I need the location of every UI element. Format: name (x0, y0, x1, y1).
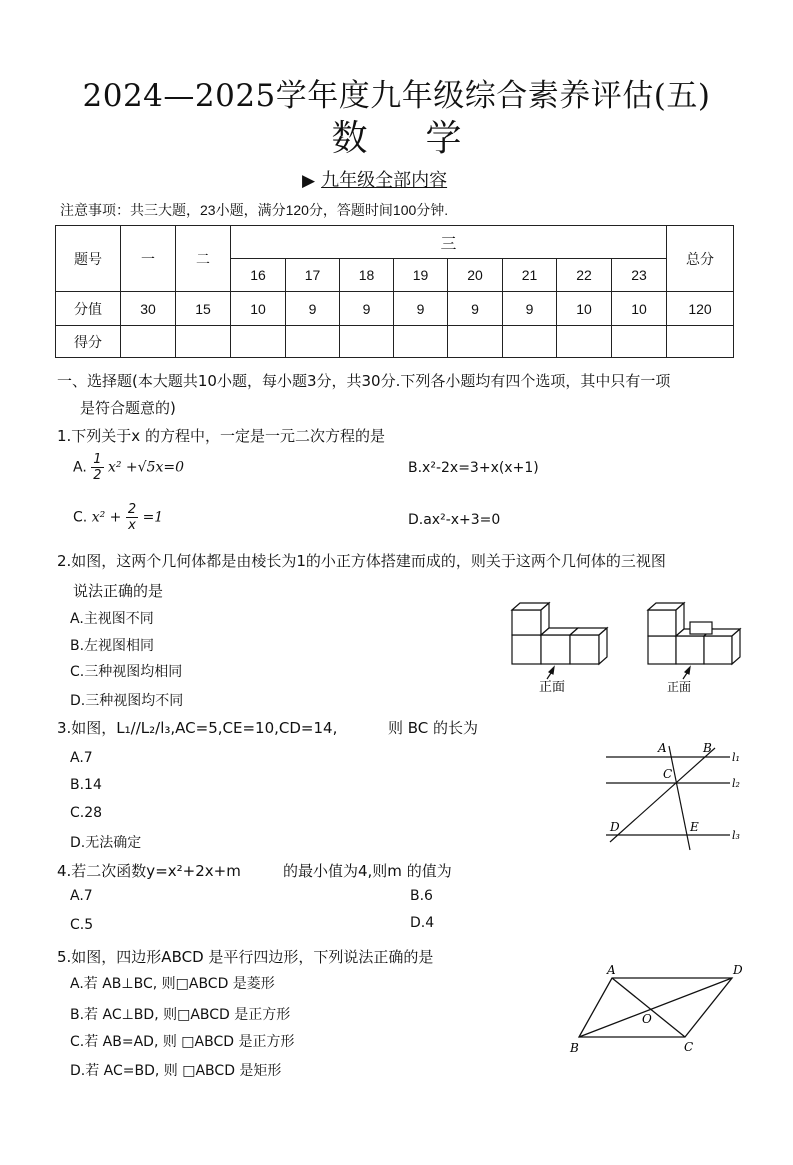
value-cell: 9 (503, 292, 557, 326)
score-cell[interactable] (176, 326, 231, 358)
q2-fig-label-right: 正面 (667, 680, 692, 694)
fig-label-B: B (703, 741, 712, 755)
fig-label-D: D (610, 820, 620, 834)
header-cell-three: 三 (231, 226, 667, 259)
score-cell[interactable] (340, 326, 394, 358)
q2-fig-label-left: 正面 (539, 680, 566, 695)
score-cell[interactable] (121, 326, 176, 358)
fig-label-l3: l₃ (732, 829, 740, 842)
sub-col: 20 (448, 259, 503, 292)
value-cell: 9 (286, 292, 340, 326)
q4-option-a[interactable]: A.7 (70, 888, 93, 904)
section-heading: 一、选择题(本大题共10小题，每小题3分，共30分.下列各小题均有四个选项，其中只有一项 (57, 372, 671, 390)
q3-option-d[interactable]: D.无法确定 (70, 835, 142, 851)
fig-label-A: A (658, 741, 667, 755)
q4-option-b[interactable]: B.6 (410, 888, 433, 904)
q1-c-pre: x² + (91, 509, 122, 526)
fig-label-l1: l₁ (732, 751, 740, 764)
q5-option-a[interactable]: A.若 AB⊥BC, 则□ABCD 是菱形 (70, 976, 275, 992)
q1-option-b[interactable]: B.x²-2x=3+x(x+1) (408, 460, 539, 476)
frac-den: x (128, 518, 136, 533)
score-cell[interactable] (286, 326, 340, 358)
header-cell-two: 二 (176, 226, 231, 292)
notice-text: 注意事项：共三大题，23小题，满分120分，答题时间100分钟. (60, 202, 449, 218)
q5-option-c[interactable]: C.若 AB=AD, 则 □ABCD 是正方形 (70, 1034, 295, 1050)
q1-a-fraction (91, 452, 103, 483)
q1-c-fraction (126, 502, 138, 533)
q1-option-c[interactable] (73, 502, 163, 533)
q3-stem: 3.如图，L₁//L₂/l₃,AC=5,CE=10,CD=14, (57, 719, 338, 737)
value-cell: 10 (612, 292, 667, 326)
scope-text: 九年级全部内容 (321, 170, 448, 191)
value-cell: 10 (231, 292, 286, 326)
exam-title: 2024—2025学年度九年级综合素养评估(五) (82, 78, 711, 114)
fig-label-l2: l₂ (732, 777, 740, 790)
score-table (55, 225, 734, 358)
scope-line (302, 166, 447, 192)
section-heading-cont: 是符合题意的) (80, 399, 176, 417)
score-cell[interactable] (667, 326, 734, 358)
q2-stem: 2.如图，这两个几何体都是由棱长为1的小正方体搭建而成的，则关于这两个几何体的三视图 (57, 552, 666, 570)
q3-option-c[interactable]: C.28 (70, 805, 103, 821)
q4-stem-tail: 的最小值为4,则m 的值为 (283, 862, 452, 880)
value-cell: 9 (340, 292, 394, 326)
q3-option-a[interactable]: A.7 (70, 750, 93, 766)
value-cell: 9 (448, 292, 503, 326)
sub-col: 22 (557, 259, 612, 292)
q1-option-d[interactable]: D.ax²-x+3=0 (408, 512, 501, 528)
fig-label-C: C (684, 1040, 694, 1054)
q5-option-b[interactable]: B.若 AC⊥BD, 则□ABCD 是正方形 (70, 1007, 291, 1023)
row-label-score: 得分 (56, 326, 121, 358)
frac-den: 2 (93, 468, 102, 483)
score-cell[interactable] (448, 326, 503, 358)
q5-stem: 5.如图，四边形ABCD 是平行四边形，下列说法正确的是 (57, 948, 434, 966)
q1-c-label: C. (73, 509, 88, 526)
q5-figure (565, 960, 750, 1057)
q2-figure (505, 600, 745, 695)
score-cell[interactable] (231, 326, 286, 358)
q4-stem: 4.若二次函数y=x²+2x+m (57, 862, 241, 880)
sub-col: 18 (340, 259, 394, 292)
row-label-value: 分值 (56, 292, 121, 326)
q5-option-d[interactable]: D.若 AC=BD, 则 □ABCD 是矩形 (70, 1063, 282, 1079)
score-cell[interactable] (557, 326, 612, 358)
frac-num: 1 (93, 452, 102, 467)
q2-option-b[interactable]: B.左视图相同 (70, 638, 155, 654)
value-cell: 120 (667, 292, 734, 326)
score-cell[interactable] (612, 326, 667, 358)
q1-option-a[interactable] (73, 452, 184, 483)
q3-option-b[interactable]: B.14 (70, 777, 102, 793)
q2-option-a[interactable]: A.主视图不同 (70, 611, 154, 627)
value-cell: 9 (394, 292, 448, 326)
q1-stem: 1.下列关于x 的方程中，一定是一元二次方程的是 (57, 427, 385, 445)
fig-label-O: O (642, 1012, 652, 1026)
score-cell[interactable] (503, 326, 557, 358)
sub-col: 17 (286, 259, 340, 292)
value-cell: 15 (176, 292, 231, 326)
fig-label-B: B (570, 1041, 579, 1055)
q1-a-label: A. (73, 459, 87, 476)
sub-col: 16 (231, 259, 286, 292)
sub-col: 19 (394, 259, 448, 292)
sub-col: 21 (503, 259, 557, 292)
header-cell-total: 总分 (667, 226, 734, 292)
q2-stem-cont: 说法正确的是 (73, 582, 164, 600)
triangle-icon: ▶ (302, 171, 316, 191)
q1-c-expr: =1 (142, 509, 164, 526)
q2-option-c[interactable]: C.三种视图均相同 (70, 664, 183, 680)
q3-figure (600, 738, 750, 858)
fig-label-D: D (733, 963, 743, 977)
score-cell[interactable] (394, 326, 448, 358)
header-cell-one: 一 (121, 226, 176, 292)
q1-a-expr: x² +√5x=0 (107, 459, 185, 476)
fig-label-A: A (607, 963, 616, 977)
q2-option-d[interactable]: D.三种视图均不同 (70, 693, 184, 709)
subject-title: 数学 (331, 118, 520, 159)
sub-col: 23 (612, 259, 667, 292)
fig-label-C: C (663, 767, 673, 781)
value-cell: 30 (121, 292, 176, 326)
header-cell-number: 题号 (56, 226, 121, 292)
frac-num: 2 (127, 502, 137, 517)
q4-option-c[interactable]: C.5 (70, 917, 94, 933)
q3-stem-tail: 则 BC 的长为 (388, 719, 479, 737)
fig-label-E: E (690, 820, 699, 834)
value-cell: 10 (557, 292, 612, 326)
q4-option-d[interactable]: D.4 (410, 915, 435, 931)
